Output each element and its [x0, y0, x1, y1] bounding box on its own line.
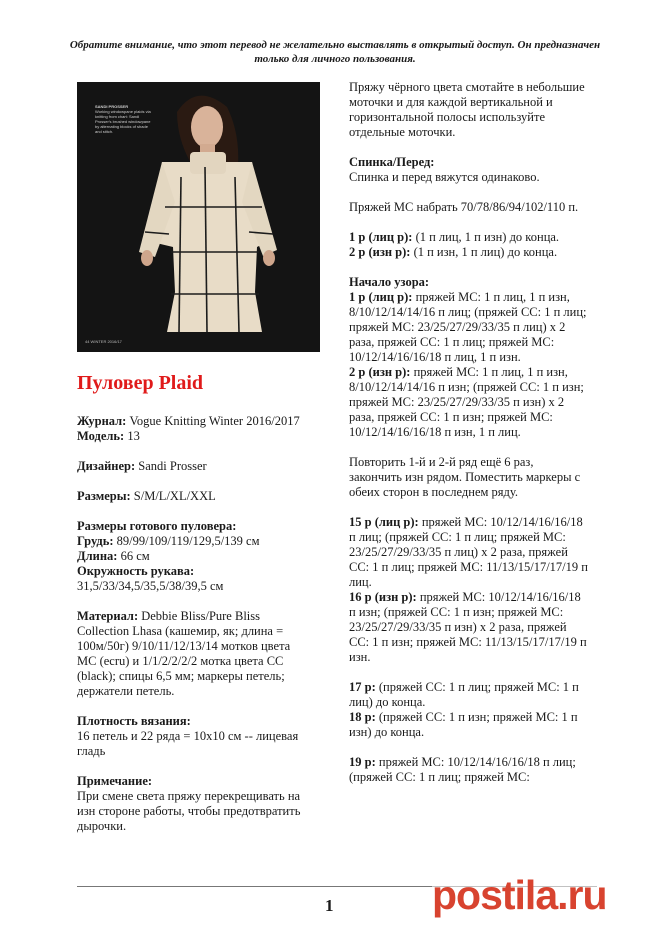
designer-value: Sandi Prosser: [135, 459, 207, 473]
sizes-label: Размеры:: [77, 489, 131, 503]
note-value: При смене света пряжу перекрещивать на изн стороне работы, чтобы предотвратить дырочки.: [77, 789, 301, 833]
headline-bold: WINDOWPANE PLAID: [158, 396, 240, 405]
row-15: [349, 515, 589, 590]
photo-footer: 44 WINTER 2016/17: [85, 339, 122, 344]
pattern-row-1-label: 1 р (лиц р):: [349, 290, 413, 304]
right-column: [349, 80, 589, 785]
row-19: [349, 755, 589, 785]
row-18: [349, 710, 589, 740]
journal-label: Журнал:: [77, 414, 127, 428]
material-value: Debbie Bliss/Pure Bliss Collection Lhasa (кашемир, як; длина = 100м/50г) 9/10/11/12/13/14 мотков цвета МС (ecru) и 1/1/2/2/2/2 мотка цвета СС (black); спицы 6,5 мм; маркеры петель; держатели петель.: [77, 609, 291, 698]
pattern-label-text: Начало узора:: [349, 275, 430, 289]
row-19-text: пряжей МС: 10/12/14/16/16/18 п лиц; (пряжей СС: 1 п лиц; пряжей МС:: [349, 755, 576, 784]
chest-line: [77, 534, 302, 549]
pattern-row-1: [349, 290, 589, 365]
row-16-label: 16 р (изн р):: [349, 590, 417, 604]
sleeve-label: [77, 564, 302, 579]
finished-label: [77, 519, 302, 534]
photo-caption-text: Working windowpane plaids via knitting from chart: Sandi Prosser's brushed windowpane by alternating blocks of shade and stitch.: [95, 109, 151, 134]
note-label-text: Примечание:: [77, 774, 153, 788]
left-column: [77, 414, 302, 834]
material-paragraph: [77, 609, 302, 699]
row-1-label: 1 р (лиц р):: [349, 230, 413, 244]
row-1-text: (1 п лиц, 1 п изн) до конца.: [412, 230, 560, 244]
length-label: Длина:: [77, 549, 118, 563]
model-line: [77, 429, 302, 444]
sleeve-value: 31,5/33/34,5/35,5/38/39,5 см: [77, 579, 224, 593]
sizes-value: S/M/L/XL/XXL: [130, 489, 216, 503]
cast-on-paragraph: Пряжей МС набрать 70/78/86/94/102/110 п.: [349, 200, 579, 214]
watermark-text: postila.ru: [432, 872, 607, 918]
journal-line: [77, 414, 302, 429]
row-18-label: 18 р:: [349, 710, 376, 724]
back-label: [349, 155, 589, 170]
row-2-text: (1 п изн, 1 п лиц) до конца.: [410, 245, 558, 259]
gauge-label-text: Плотность вязания:: [77, 714, 191, 728]
gauge-value: 16 петель и 22 ряда = 10х10 см -- лицевая гладь: [77, 729, 299, 758]
gauge-label: [77, 714, 302, 729]
sizes-line: [77, 489, 302, 504]
note-label: [77, 774, 302, 789]
designer-line: [77, 459, 302, 474]
model-illustration: [77, 82, 320, 352]
headline-post: EXUDES EASY ELEGANCE: [177, 396, 298, 414]
finished-label-text: Размеры готового пуловера:: [77, 519, 237, 533]
page-number: 1: [325, 896, 334, 915]
journal-value: Vogue Knitting Winter 2016/2017: [126, 414, 300, 428]
page-title: Пуловер Plaid: [77, 372, 204, 394]
row-2-label: 2 р (изн р):: [349, 245, 411, 259]
back-label-text: Спинка/Перед:: [349, 155, 435, 169]
row-18-text: (пряжей СС: 1 п изн; пряжей МС: 1 п изн) до конца.: [349, 710, 578, 739]
row-17-text: (пряжей СС: 1 п лиц; пряжей МС: 1 п лиц) до конца.: [349, 680, 579, 709]
length-line: [77, 549, 302, 564]
back-text: Спинка и перед вяжутся одинаково.: [349, 170, 540, 184]
intro-paragraph: Пряжу чёрного цвета смотайте в небольшие моточки и для каждой вертикальной и горизонтальной полосы используйте отдельные моточки.: [349, 80, 585, 139]
material-label: Материал:: [77, 609, 139, 623]
row-15-text: пряжей МС: 10/12/14/16/16/18 п лиц; (пряжей СС: 1 п лиц; пряжей МС: 23/25/27/29/33/35 п лиц) х 2 раза, пряжей СС: 1 п лиц; пряжей МС: 11/13/15/17/17/19 п лиц.: [349, 515, 588, 589]
pattern-row-1-text: пряжей МС: 1 п лиц, 1 п изн, 8/10/12/14/14/16 п лиц; (пряжей СС: 1 п лиц; пряжей МС: 23/25/27/29/33/35 п лиц) х 2 раза, пряжей СС: 1 п лиц; пряжей МС: 10/12/14/16/16/18 п лиц, 1 п изн.: [349, 290, 587, 364]
row-17-label: 17 р:: [349, 680, 376, 694]
chest-value: 89/99/109/119/129,5/139 см: [113, 534, 260, 548]
notice-text: Обратите внимание, что этот перевод не желательно выставлять в открытый доступ. Он предназначен только для личного пользования.: [69, 39, 601, 65]
headline-pre: IN LUXE YARN,: [100, 396, 159, 405]
row-1: [349, 230, 589, 245]
pattern-label: [349, 275, 589, 290]
photo-headline: [89, 396, 309, 414]
pattern-row-2-label: 2 р (изн р):: [349, 365, 411, 379]
pattern-row-2: [349, 365, 589, 440]
model-value: 13: [124, 429, 140, 443]
postila-watermark: [432, 867, 652, 923]
photo-caption-title: SANDI PROSSER: [95, 104, 129, 109]
repeat-paragraph: Повторить 1-й и 2-й ряд ещё 6 раз, закончить изн рядом. Поместить маркеры с обеих сторон в последнем ряду.: [349, 455, 581, 499]
row-19-label: 19 р:: [349, 755, 376, 769]
length-value: 66 см: [117, 549, 150, 563]
sleeve-label-text: Окружность рукава:: [77, 564, 195, 578]
row-16: [349, 590, 589, 665]
row-15-label: 15 р (лиц р):: [349, 515, 419, 529]
pattern-row-2-text: пряжей МС: 1 п лиц, 1 п изн, 8/10/12/14/14/16 п изн; (пряжей СС: 1 п изн; пряжей МС: 23/25/27/29/33/35 п изн) х 2 раза, пряжей СС: 1 п изн; пряжей МС: 10/12/14/16/16/18 п изн, 1 п лиц.: [349, 365, 584, 439]
row-2: [349, 245, 589, 260]
row-17: [349, 680, 589, 710]
model-label: Модель:: [77, 429, 125, 443]
chest-label: Грудь:: [77, 534, 114, 548]
designer-label: Дизайнер:: [77, 459, 136, 473]
row-16-text: пряжей МС: 10/12/14/16/16/18 п изн; (пряжей СС: 1 п изн; пряжей МС: 23/25/27/29/33/35 п изн) х 2 раза, пряжей СС: 1 п изн; пряжей МС: 11/13/15/17/17/19 п изн.: [349, 590, 587, 664]
